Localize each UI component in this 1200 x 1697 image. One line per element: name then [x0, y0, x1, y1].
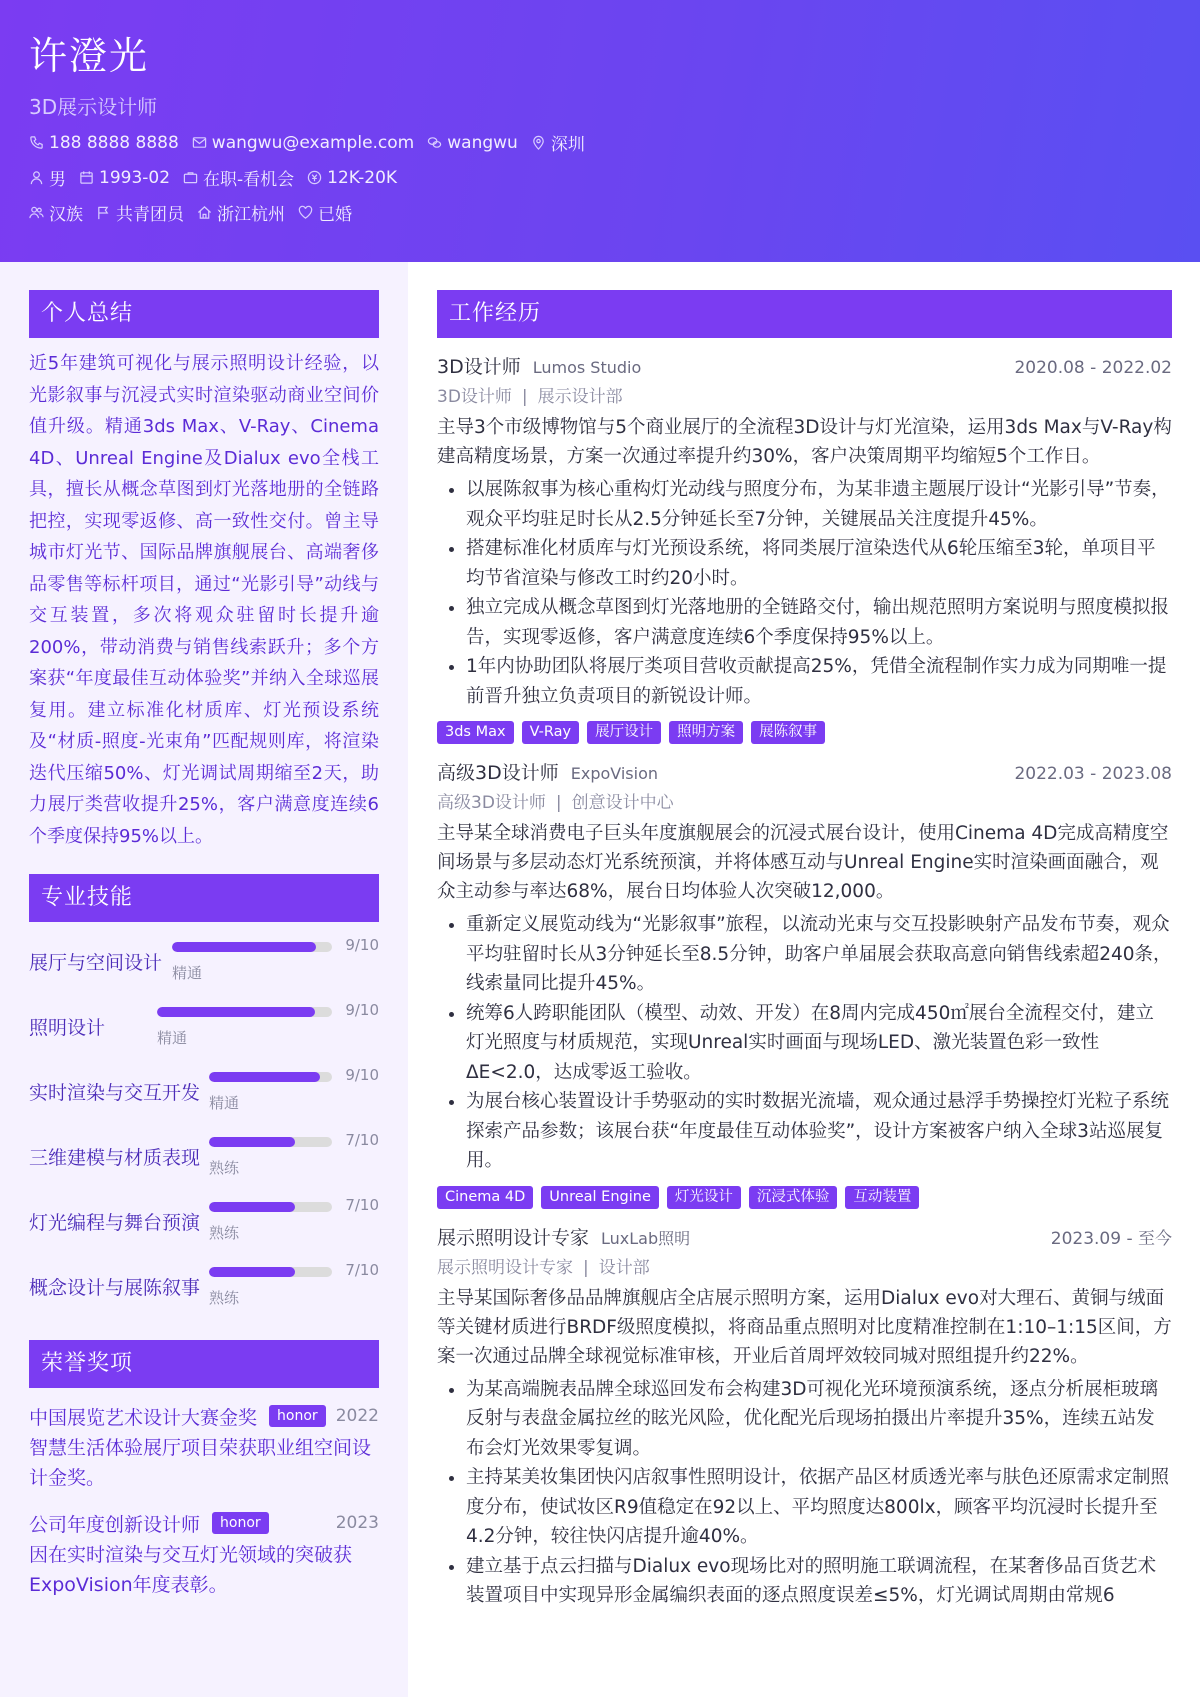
skill-item — [29, 1261, 379, 1326]
summary-heading: 个人总结 — [29, 290, 379, 338]
calendar-icon — [79, 170, 94, 185]
political-text: 共青团员 — [116, 205, 184, 225]
job-tags — [437, 1186, 1172, 1209]
skill-bar-fill — [209, 1137, 295, 1147]
skill-score: 9/10 — [345, 936, 379, 954]
people-icon — [29, 205, 44, 220]
skills-list — [29, 936, 379, 1326]
award-badge: honor — [212, 1512, 269, 1534]
skill-name: 概念设计与展陈叙事 — [29, 1277, 201, 1299]
award-item — [29, 1402, 379, 1493]
job-department: 创意设计中心 — [571, 793, 674, 813]
location-icon — [531, 135, 546, 150]
job-company: LuxLab照明 — [601, 1228, 691, 1248]
skill-tag: 展厅设计 — [587, 721, 661, 744]
political-item — [96, 200, 184, 225]
skill-bar-fill — [209, 1072, 320, 1082]
city-item — [531, 130, 585, 155]
skills-heading: 专业技能 — [29, 874, 379, 922]
job-date: 2020.08 - 2022.02 — [1014, 358, 1172, 378]
salary-item — [307, 168, 397, 188]
skill-tag: 互动装置 — [845, 1186, 919, 1209]
award-header — [29, 1509, 379, 1537]
skill-tag: 沉浸式体验 — [749, 1186, 838, 1209]
awards-heading: 荣誉奖项 — [29, 1340, 379, 1388]
job-description: 主导某全球消费电子巨头年度旗舰展会的沉浸式展台设计，使用Cinema 4D完成高精度空间场景与多层动态灯光系统预演，并将体感互动与Unreal Engine实时渲染画面融合，观众主动参与率达68%，展台日均体验人次突破12,000。 — [437, 823, 1169, 902]
skill-name: 照明设计 — [29, 1017, 106, 1039]
salary-text: 12K-20K — [327, 167, 398, 188]
skill-score: 9/10 — [345, 1066, 379, 1084]
job-role: 高级3D设计师 — [437, 762, 559, 784]
skill-item — [29, 1001, 379, 1066]
marital-item — [298, 200, 352, 225]
job-department: 设计部 — [598, 1257, 650, 1278]
home-icon — [197, 205, 212, 220]
gender-item — [29, 165, 66, 190]
marital-text: 已婚 — [318, 205, 352, 225]
skill-name: 灯光编程与舞台预演 — [29, 1212, 201, 1234]
skill-bar — [209, 1202, 332, 1212]
gender-text: 男 — [49, 170, 66, 190]
personal-row — [29, 165, 1171, 190]
skill-tag: V-Ray — [522, 721, 580, 744]
job-bullet: • 主持某美妆集团快闪店叙事性照明设计，依据产品区材质透光率与肤色还原需求定制照度分布，使试妆区R9值稳定在92以上、平均照度达800lx，顾客平均沉浸时长提升至4.2分钟，较往快闪店提升逾40%。 — [466, 1463, 1172, 1552]
skill-bar-fill — [209, 1202, 295, 1212]
skill-level: 熟练 — [209, 1289, 240, 1307]
job-position: 3D设计师 — [437, 387, 512, 407]
skill-tag: 3ds Max — [437, 721, 514, 744]
skill-score: 7/10 — [345, 1261, 379, 1279]
job-subtitle — [437, 1253, 1172, 1279]
skill-bar-fill — [157, 1007, 315, 1017]
job-subtitle — [437, 382, 1172, 408]
award-header — [29, 1402, 379, 1430]
skill-score: 7/10 — [345, 1131, 379, 1149]
hometown-text: 浙江杭州 — [217, 205, 285, 225]
summary-text: 近5年建筑可视化与展示照明设计经验，以光影叙事与沉浸式实时渲染驱动商业空间价值升级。精通3ds Max、V-Ray、Cinema 4D、Unreal Engine及Dialux evo全栈工具，擅长从概念草图到灯光落地册的全链路把控，实现零返修、高一致性交付。曾主导城市灯光节、国际品牌旗舰展台、高端奢侈品零售等标杆项目，通过“光影引导”动线与交互装置，多次将观众驻留时长提升逾200%，带动消费与销售线索跃升；多个方案获“年度最佳互动体验奖”并纳入全球巡展复用。建立标准化材质库、灯光预设系统及“材质-照度-光束角”匹配规则库，将渲染迭代压缩50%、灯光调试周期缩至2天，助力展厅类营收提升25%，客户满意度连续6个季度保持95%以上。 — [29, 353, 379, 847]
ethnicity-item — [29, 200, 83, 225]
award-year: 2022 — [335, 1406, 379, 1426]
phone-icon — [29, 135, 44, 150]
skill-item — [29, 1196, 379, 1261]
job-bullet: • 为某高端腕表品牌全球巡回发布会构建3D可视化光环境预演系统，逐点分析展柜玻璃反射与表盘金属拉丝的眩光风险，优化配光后现场拍摄出片率提升35%，连续五站发布会灯光效果零复调。 — [466, 1375, 1172, 1464]
job-description: 主导3个市级博物馆与5个商业展厅的全流程3D设计与灯光渲染，运用3ds Max与V-Ray构建高精度场景，方案一次通过率提升约30%，客户决策周期平均缩短5个工作日。 — [437, 417, 1172, 467]
email-text: wangwu@example.com — [211, 132, 415, 153]
job-bullet: • 为展台核心装置设计手势驱动的实时数据光流墙，观众通过悬浮手势操控灯光粒子系统探索产品参数；该展台获“年度最佳互动体验奖”，设计方案被客户纳入全球3站巡展复用。 — [466, 1087, 1172, 1176]
skill-bar — [209, 1137, 332, 1147]
award-description: 因在实时渲染与交互灯光领域的突破获ExpoVision年度表彰。 — [29, 1544, 353, 1596]
skill-bar-fill — [172, 942, 316, 952]
skill-item — [29, 936, 379, 1001]
user-icon — [29, 170, 44, 185]
phone-text: 188 8888 8888 — [49, 132, 179, 153]
skill-level: 熟练 — [209, 1159, 240, 1177]
skill-bar — [209, 1267, 332, 1277]
skill-name: 展厅与空间设计 — [29, 952, 163, 974]
award-year: 2023 — [335, 1513, 379, 1533]
skill-item — [29, 1131, 379, 1196]
birth-text: 1993-02 — [99, 167, 171, 188]
job-bullets — [437, 910, 1172, 1176]
award-badge: honor — [269, 1405, 326, 1427]
skill-level: 精通 — [172, 964, 203, 982]
job-header — [437, 758, 1172, 784]
job-bullet: • 搭建标准化材质库与灯光预设系统，将同类展厅渲染迭代从6轮压缩至3轮，单项目平均节省渲染与修改工时约20小时。 — [466, 534, 1172, 593]
wechat-icon — [427, 135, 442, 150]
award-description: 智慧生活体验展厅项目荣获职业组空间设计金奖。 — [29, 1437, 372, 1489]
skill-bar-fill — [209, 1267, 295, 1277]
job-bullet: • 独立完成从概念草图到灯光落地册的全链路交付，输出规范照明方案说明与照度模拟报告，实现零返修，客户满意度连续6个季度保持95%以上。 — [466, 593, 1172, 652]
job-position: 展示照明设计专家 — [437, 1257, 573, 1278]
job-subtitle — [437, 788, 1172, 814]
status-item — [183, 165, 294, 190]
job-department: 展示设计部 — [537, 387, 623, 407]
job-company: ExpoVision — [570, 764, 659, 783]
jobs-list — [437, 352, 1172, 1611]
job-tags — [437, 721, 1172, 744]
job-date: 2022.03 - 2023.08 — [1014, 764, 1172, 784]
job-bullet: • 重新定义展览动线为“光影叙事”旅程，以流动光束与交互投影映射产品发布节奏，观众平均驻留时长从3分钟延长至8.5分钟，助客户单届展会获取高意向销售线索超240条，线索量同比提升45%。 — [466, 910, 1172, 999]
resume-header — [0, 0, 1200, 262]
background-row — [29, 200, 1171, 225]
hometown-item — [197, 200, 285, 225]
skill-tag: Cinema 4D — [437, 1186, 533, 1209]
job-bullets — [437, 475, 1172, 711]
skill-level: 精通 — [209, 1094, 240, 1112]
salary-icon — [307, 170, 322, 185]
birth-item — [79, 168, 170, 188]
job-entry — [437, 1223, 1172, 1611]
job-position: 高级3D设计师 — [437, 793, 546, 813]
job-header — [437, 1223, 1172, 1249]
skill-level: 精通 — [157, 1029, 188, 1047]
wechat-text: wangwu — [447, 132, 518, 153]
job-role: 3D设计师 — [437, 356, 521, 378]
wechat-item — [427, 133, 518, 153]
candidate-title: 3D展示设计师 — [29, 95, 158, 119]
separator: | — [583, 1257, 589, 1278]
heart-icon — [298, 205, 313, 220]
skill-name: 三维建模与材质表现 — [29, 1147, 201, 1169]
skill-score: 7/10 — [345, 1196, 379, 1214]
candidate-name: 许澄光 — [29, 34, 150, 78]
award-name: 公司年度创新设计师 — [29, 1513, 201, 1536]
flag-icon — [96, 205, 111, 220]
job-entry — [437, 352, 1172, 744]
skill-tag: 灯光设计 — [667, 1186, 741, 1209]
skill-bar — [157, 1007, 332, 1017]
city-text: 深圳 — [550, 135, 585, 155]
left-column — [0, 262, 408, 1697]
job-entry — [437, 758, 1172, 1209]
mail-icon — [192, 135, 207, 150]
skill-bar — [172, 942, 332, 952]
skill-bar — [209, 1072, 332, 1082]
separator: | — [521, 387, 528, 407]
job-bullet: • 统筹6人跨职能团队（模型、动效、开发）在8周内完成450㎡展台全流程交付，建立灯光照度与材质规范，实现Unreal实时画面与现场LED、激光装置色彩一致性ΔE<2.0，达成零返工验收。 — [466, 999, 1172, 1088]
job-bullet: • 以展陈叙事为核心重构灯光动线与照度分布，为某非遗主题展厅设计“光影引导”节奏，观众平均驻足时长从2.5分钟延长至7分钟，关键展品关注度提升45%。 — [466, 475, 1172, 534]
skill-name: 实时渲染与交互开发 — [29, 1082, 201, 1104]
job-bullet: • 建立基于点云扫描与Dialux evo现场比对的照明施工联调流程，在某奢侈品百货艺术装置项目中实现异形金属编织表面的逐点照度误差≤5%，灯光调试周期由常规6 — [466, 1552, 1172, 1611]
job-company: Lumos Studio — [532, 358, 642, 377]
skill-tag: 照明方案 — [669, 721, 743, 744]
job-bullets — [437, 1375, 1172, 1611]
status-text: 在职-看机会 — [203, 170, 295, 190]
skill-level: 熟练 — [209, 1224, 240, 1242]
job-date: 2023.09 - 至今 — [1050, 1228, 1172, 1249]
separator: | — [555, 793, 562, 813]
skill-score: 9/10 — [345, 1001, 379, 1019]
job-header — [437, 352, 1172, 378]
email-item — [192, 133, 414, 153]
skill-tag: Unreal Engine — [541, 1186, 659, 1209]
skill-tag: 展陈叙事 — [751, 721, 825, 744]
award-item — [29, 1509, 379, 1600]
job-description: 主导某国际奢侈品品牌旗舰店全店展示照明方案，运用Dialux evo对大理石、黄铜与绒面等关键材质进行BRDF级照度模拟，将商品重点照明对比度精准控制在1:10–1:15区间，方案一次通过品牌全球视觉标准审核，开业后首周坪效较同城对照组提升约22%。 — [437, 1287, 1172, 1367]
award-name: 中国展览艺术设计大赛金奖 — [29, 1406, 258, 1429]
skill-item — [29, 1066, 379, 1131]
awards-list — [29, 1402, 379, 1600]
briefcase-icon — [183, 170, 198, 185]
ethnicity-text: 汉族 — [49, 205, 83, 225]
right-column — [408, 262, 1200, 1697]
job-bullet: • 1年内协助团队将展厅类项目营收贡献提高25%，凭借全流程制作实力成为同期唯一提前晋升独立负责项目的新锐设计师。 — [466, 652, 1172, 711]
phone-item — [29, 133, 179, 153]
job-role: 展示照明设计专家 — [437, 1226, 590, 1249]
work-heading: 工作经历 — [437, 290, 1172, 338]
contact-row — [29, 130, 1171, 155]
